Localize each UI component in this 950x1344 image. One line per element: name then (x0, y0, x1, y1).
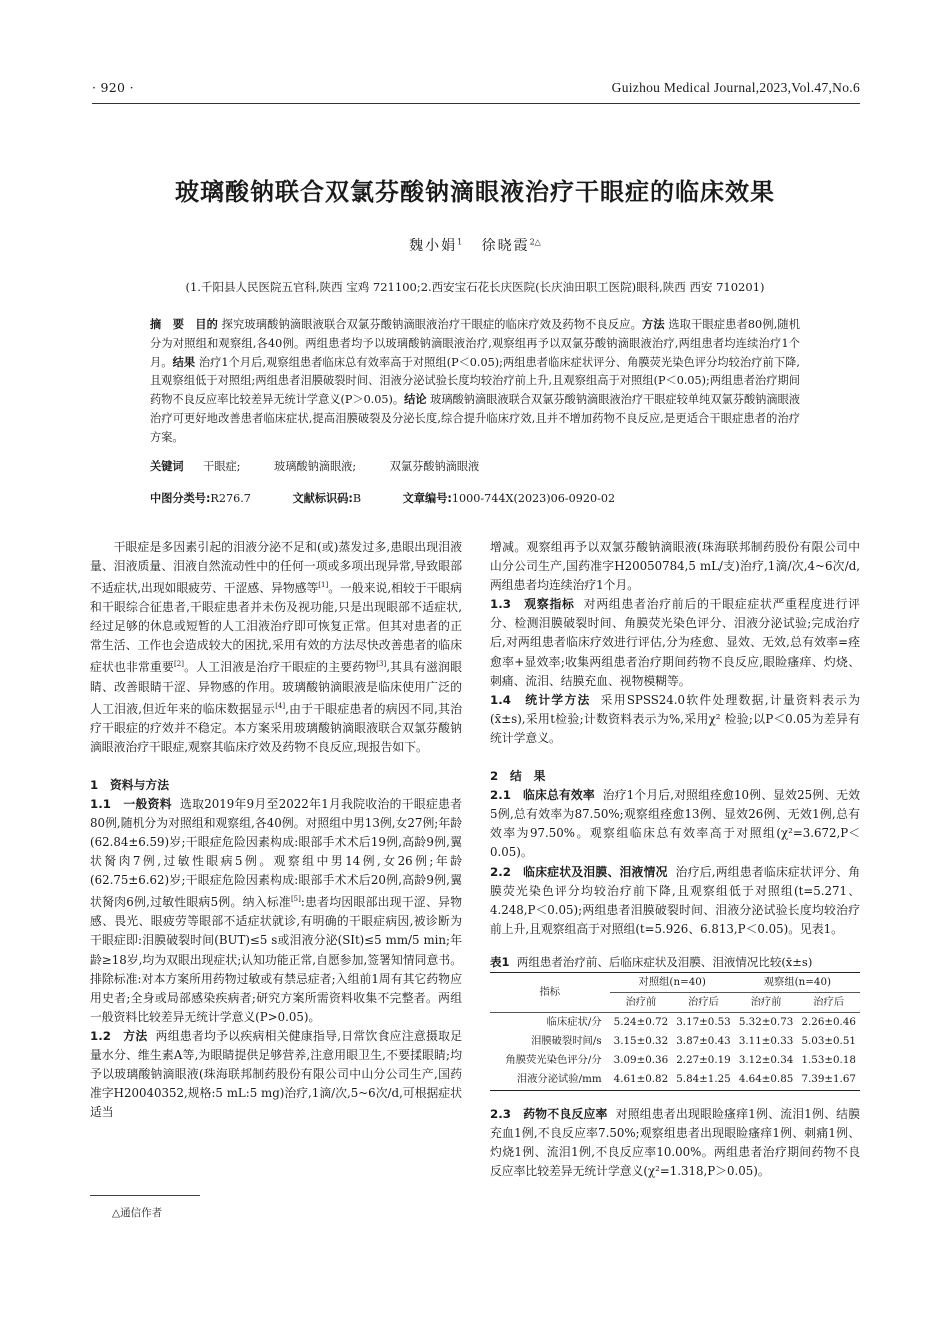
citation-4[interactable]: [4] (275, 701, 286, 710)
article-number-value: 1000-744X(2023)06-0920-02 (451, 492, 616, 505)
section-1-4: 1.4 统计学方法 采用SPSS24.0软件处理数据,计量资料表示为(x̄±s),采用t检验;计数资料表示为%,采用χ² 检验;以P＜0.05为差异有统计学意义。 (490, 692, 861, 745)
section-2-3: 2.3 药物不良反应率 对照组患者出现眼睑瘙痒1例、流泪1例、结膜充血1例,不良反应率7.50%;观察组患者出现眼睑瘙痒1例、刺痛1例、灼烧1例、流泪1例,不良反应率10.00%。两组患者治疗期间药物不良反应率比较差异无统计学意义(χ²=1.318,P＞0.05)。 (490, 1106, 861, 1178)
clc-value: R276.7 (210, 492, 251, 505)
section-2-1-label: 2.1 临床总有效率 (490, 788, 595, 803)
methods-label: 方法 (641, 318, 665, 331)
author-2-affil: 2△ (529, 237, 541, 247)
clc-label: 中图分类号: (150, 492, 211, 505)
section-2-heading: 2 结 果 (490, 769, 546, 784)
conclusion-text: 玻璃酸钠滴眼液联合双氯芬酸钠滴眼液治疗干眼症较单纯双氯芬酸钠滴眼液治疗可更好地改善患者临床症状,提高泪膜破裂及分泌长度,综合提升临床疗效,且并不增加药物不良反应,是更适合干眼症患者的治疗方案。 (150, 393, 800, 444)
section-1-heading: 1 资料与方法 (90, 777, 169, 792)
table-row-label: 角膜荧光染色评分/分 (505, 1054, 602, 1067)
table-row-label: 泪液分泌试验/mm (490, 1070, 610, 1090)
article-number-label: 文章编号: (402, 492, 452, 505)
table-col-index: 指标 (490, 972, 610, 1012)
results-label: 结果 (172, 355, 196, 369)
methods-continuation: 增减。观察组再予以双氯芬酸钠滴眼液(珠海联邦制药股份有限公司中山分公司生产,国药准字H20050784,5 mL/支)治疗,1滴/次,4~6次/d,两组患者均连续治疗1个月。 (490, 540, 860, 593)
table-cell: 5.84±1.25 (672, 1070, 735, 1090)
table-group-observation: 观察组(n=40) (735, 972, 860, 992)
intro-paragraph: 干眼症是多因素引起的泪液分泌不足和(或)蒸发过多,患眼出现泪液量、泪液质量、泪液自然流动性中的任何一项或多项出现异常,导致眼部不适症状,出现如眼疲劳、干涩感、异物感等[1]。一般来说,相较于干眼病和干眼综合征患者,干眼症患者并未伤及视功能,只是出现眼部不适症状,经过足够的休息或短暂的人工泪液治疗即可恢复正常。但其对患者的正常生活、工作也会造成较大的困扰,采用有效的方法尽快改善患者的临床症状也非常重要[2]。人工泪液是治疗干眼症的主要药物[3],其具有滋润眼睛、改善眼睛干涩、异物感的作用。玻璃酸钠滴眼液是临床使用广泛的人工泪液,但近年来的临床数据显示[4],由于干眼症患者的病因不同,其治疗干眼症的疗效并不稳定。本方案采用玻璃酸钠滴眼液联合双氯芬酸钠滴眼液治疗干眼症,观察其临床疗效及药物不良反应,现报告如下。 (90, 540, 462, 754)
section-1-2: 1.2 方法 两组患者均予以疾病相关健康指导,日常饮食应注意摄取足量水分、维生素A等,为眼睛提供足够营养,注意用眼卫生,不要揉眼睛;均予以玻璃酸钠滴眼液(珠海联邦制药股份有限公司中山分公司生产,国药准字H20040352,规格:5 mL:5 mg)治疗,1滴/次,5~6次/d,可根据症状适当 (90, 1028, 463, 1120)
table-cell: 1.53±0.18 (801, 1054, 856, 1067)
table-row-label: 临床症状/分 (546, 1016, 602, 1029)
table-cell: 5.24±0.72 (613, 1016, 669, 1029)
table-cell: 2.27±0.19 (676, 1054, 731, 1067)
keyword-2: 玻璃酸钠滴眼液; (274, 460, 357, 473)
keyword-3: 双氯芬酸钠滴眼液 (389, 460, 480, 473)
table-cell: 2.26±0.46 (801, 1016, 856, 1029)
keyword-1: 干眼症; (203, 460, 241, 473)
author-line (0, 235, 950, 255)
section-1-2-label: 1.2 方法 (90, 1028, 148, 1043)
section-1-3-label: 1.3 观察指标 (490, 597, 575, 612)
table-group-control: 对照组(n=40) (610, 972, 735, 992)
table-cell: 7.39±1.67 (797, 1070, 860, 1090)
citation-3[interactable]: [3] (376, 660, 387, 669)
citation-5[interactable]: [5] (290, 895, 301, 904)
table-1 (490, 972, 860, 1091)
table-row-label: 泪膜破裂时间/s (531, 1035, 602, 1048)
citation-2[interactable]: [2] (174, 660, 184, 669)
keywords-label: 关键词 (150, 460, 184, 473)
table-1-label: 表1 (490, 954, 510, 969)
table-cell: 4.64±0.85 (735, 1070, 798, 1090)
table-1-caption (490, 953, 860, 972)
objective-text: 探究玻璃酸钠滴眼液联合双氯芬酸钠滴眼液治疗干眼症的临床疗效及药物不良反应。 (221, 318, 642, 331)
citation-1[interactable]: [1] (318, 581, 329, 590)
table-cell: 3.15±0.32 (613, 1035, 669, 1048)
table-col-after: 治疗后 (672, 993, 735, 1013)
table-row (490, 1013, 860, 1033)
table-cell: 3.12±0.34 (738, 1054, 794, 1067)
classification-line (150, 490, 810, 506)
table-1-title: 两组患者治疗前、后临床症状及泪膜、泪液情况比较(x̄±s) (516, 954, 813, 969)
section-2-2-label: 2.2 临床症状及泪膜、泪液情况 (490, 864, 668, 879)
footnote-corresponding-author: △通信作者 (112, 1207, 163, 1219)
footnote-rule (90, 1195, 200, 1196)
section-2-1: 2.1 临床总有效率 治疗1个月后,对照组痊愈10例、显效25例、无效5例,总有效率为87.50%;观察组痊愈13例、显效26例、无效1例,总有效率为97.50%。观察组临床总有效率高于对照组(χ²=3.672,P＜0.05)。 (490, 788, 861, 860)
table-cell: 3.09±0.36 (613, 1054, 669, 1067)
affiliation: (1.千阳县人民医院五官科,陕西 宝鸡 721100;2.西安宝石花长庆医院(长庆油田职工医院)眼科,陕西 西安 710201) (185, 280, 765, 294)
conclusion-label: 结论 (404, 393, 427, 407)
section-1-3: 1.3 观察指标 对两组患者治疗前后的干眼症症状严重程度进行评分、检测泪膜破裂时间、角膜荧光染色评分、泪液分泌试验;完成治疗后,对两组患者临床疗效进行评估,分为痊愈、显效、无效,总有效率=痊愈率+显效率;收集两组患者治疗期间药物不良反应,眼睑瘙痒、灼烧、刺痛、流泪、结膜充血、视物模糊等。 (490, 597, 860, 688)
doc-code-value: B (352, 492, 362, 505)
table-row (490, 1051, 860, 1070)
table-col-before: 治疗前 (735, 993, 798, 1013)
objective-label: 目的 (195, 318, 218, 331)
table-row (490, 1032, 860, 1051)
author-2: 徐晓霞 (481, 238, 530, 254)
page-number: · 920 · (92, 80, 134, 95)
table-cell: 3.87±0.43 (676, 1035, 731, 1048)
section-1-4-label: 1.4 统计学方法 (490, 692, 591, 707)
doc-code-label: 文献标识码: (292, 492, 353, 505)
abstract-label: 摘 要 (150, 318, 185, 331)
table-row (490, 1070, 860, 1090)
table-cell: 3.17±0.53 (676, 1016, 731, 1029)
left-column (90, 538, 462, 1122)
methods-text: 选取干眼症患者80例,随机分为对照组和观察组,各40例。两组患者均予以玻璃酸钠滴眼液治疗,观察组再予以双氯芬酸钠滴眼液治疗,两组患者均连续治疗1个月。 (150, 318, 800, 369)
table-cell: 3.11±0.33 (738, 1035, 794, 1048)
table-cell: 4.61±0.82 (610, 1070, 673, 1090)
article-title: 玻璃酸钠联合双氯芬酸钠滴眼液治疗干眼症的临床效果 (175, 178, 775, 206)
table-cell: 5.03±0.51 (801, 1035, 856, 1048)
section-1-1: 1.1 一般资料 选取2019年9月至2022年1月我院收治的干眼症患者80例,随机分为对照组和观察组,各40例。对照组中男13例,女27例;年龄(62.84±6.59)岁;干眼症危险因素构成:眼部手术术后19例,高龄9例,翼状胬肉7例,过敏性眼病5例。观察组中男14例,女26例;年龄(62.75±6.62)岁;干眼症危险因素构成:眼部手术术后20例,高龄9例,翼状胬肉6例,过敏性眼病5例。纳入标准[5]:患者均因眼部出现干涩、异物感、畏光、眼疲劳等眼部不适症状就诊,有明确的干眼症病因,被诊断为干眼症即:泪膜破裂时间(BUT)≤5 s或泪液分泌(SIt)≤5 mm/5 min;年龄≥18岁,均为双眼出现症状;认知功能正常,自愿参加,签署知情同意书。排除标准:对本方案所用药物过敏或有禁忌症者;入组前1周有其它药物应用史者;全身或局部感染疾病者;研究方案所需资料收集不完整者。两组一般资料比较差异无统计学意义(P>0.05)。 (90, 796, 463, 1024)
keywords (150, 458, 800, 474)
author-1: 魏小娟 (409, 238, 458, 254)
abstract (150, 316, 800, 448)
author-1-affil: 1 (457, 237, 463, 247)
section-2-2: 2.2 临床症状及泪膜、泪液情况 治疗后,两组患者临床症状评分、角膜荧光染色评分均较治疗前下降,且观察组低于对照组(t=5.271、4.248,P＜0.05);两组患者泪膜破裂时间、泪液分泌试验长度均较治疗前上升,且观察组高于对照组(t=5.926、6.813,P＜0.05)。见表1。 (490, 864, 860, 936)
section-1-1-label: 1.1 一般资料 (90, 796, 172, 811)
table-col-before: 治疗前 (610, 993, 673, 1013)
section-2-3-label: 2.3 药物不良反应率 (490, 1106, 608, 1121)
right-column (490, 538, 860, 1181)
table-col-after: 治疗后 (797, 993, 860, 1013)
table-cell: 5.32±0.73 (738, 1016, 794, 1029)
journal-citation: Guizhou Medical Journal,2023,Vol.47,No.6 (611, 80, 860, 95)
results-text: 治疗1个月后,观察组患者临床总有效率高于对照组(P＜0.05);两组患者临床症状评分、角膜荧光染色评分均较治疗前下降,且观察组低于对照组;两组患者泪膜破裂时间、泪液分泌试验长度均较治疗前上升,且观察组高于对照组(P＜0.05);两组患者治疗期间药物不良反应率比较差异无统计学意义(P＞0.05)。 (150, 355, 800, 407)
header-rule (92, 103, 860, 104)
